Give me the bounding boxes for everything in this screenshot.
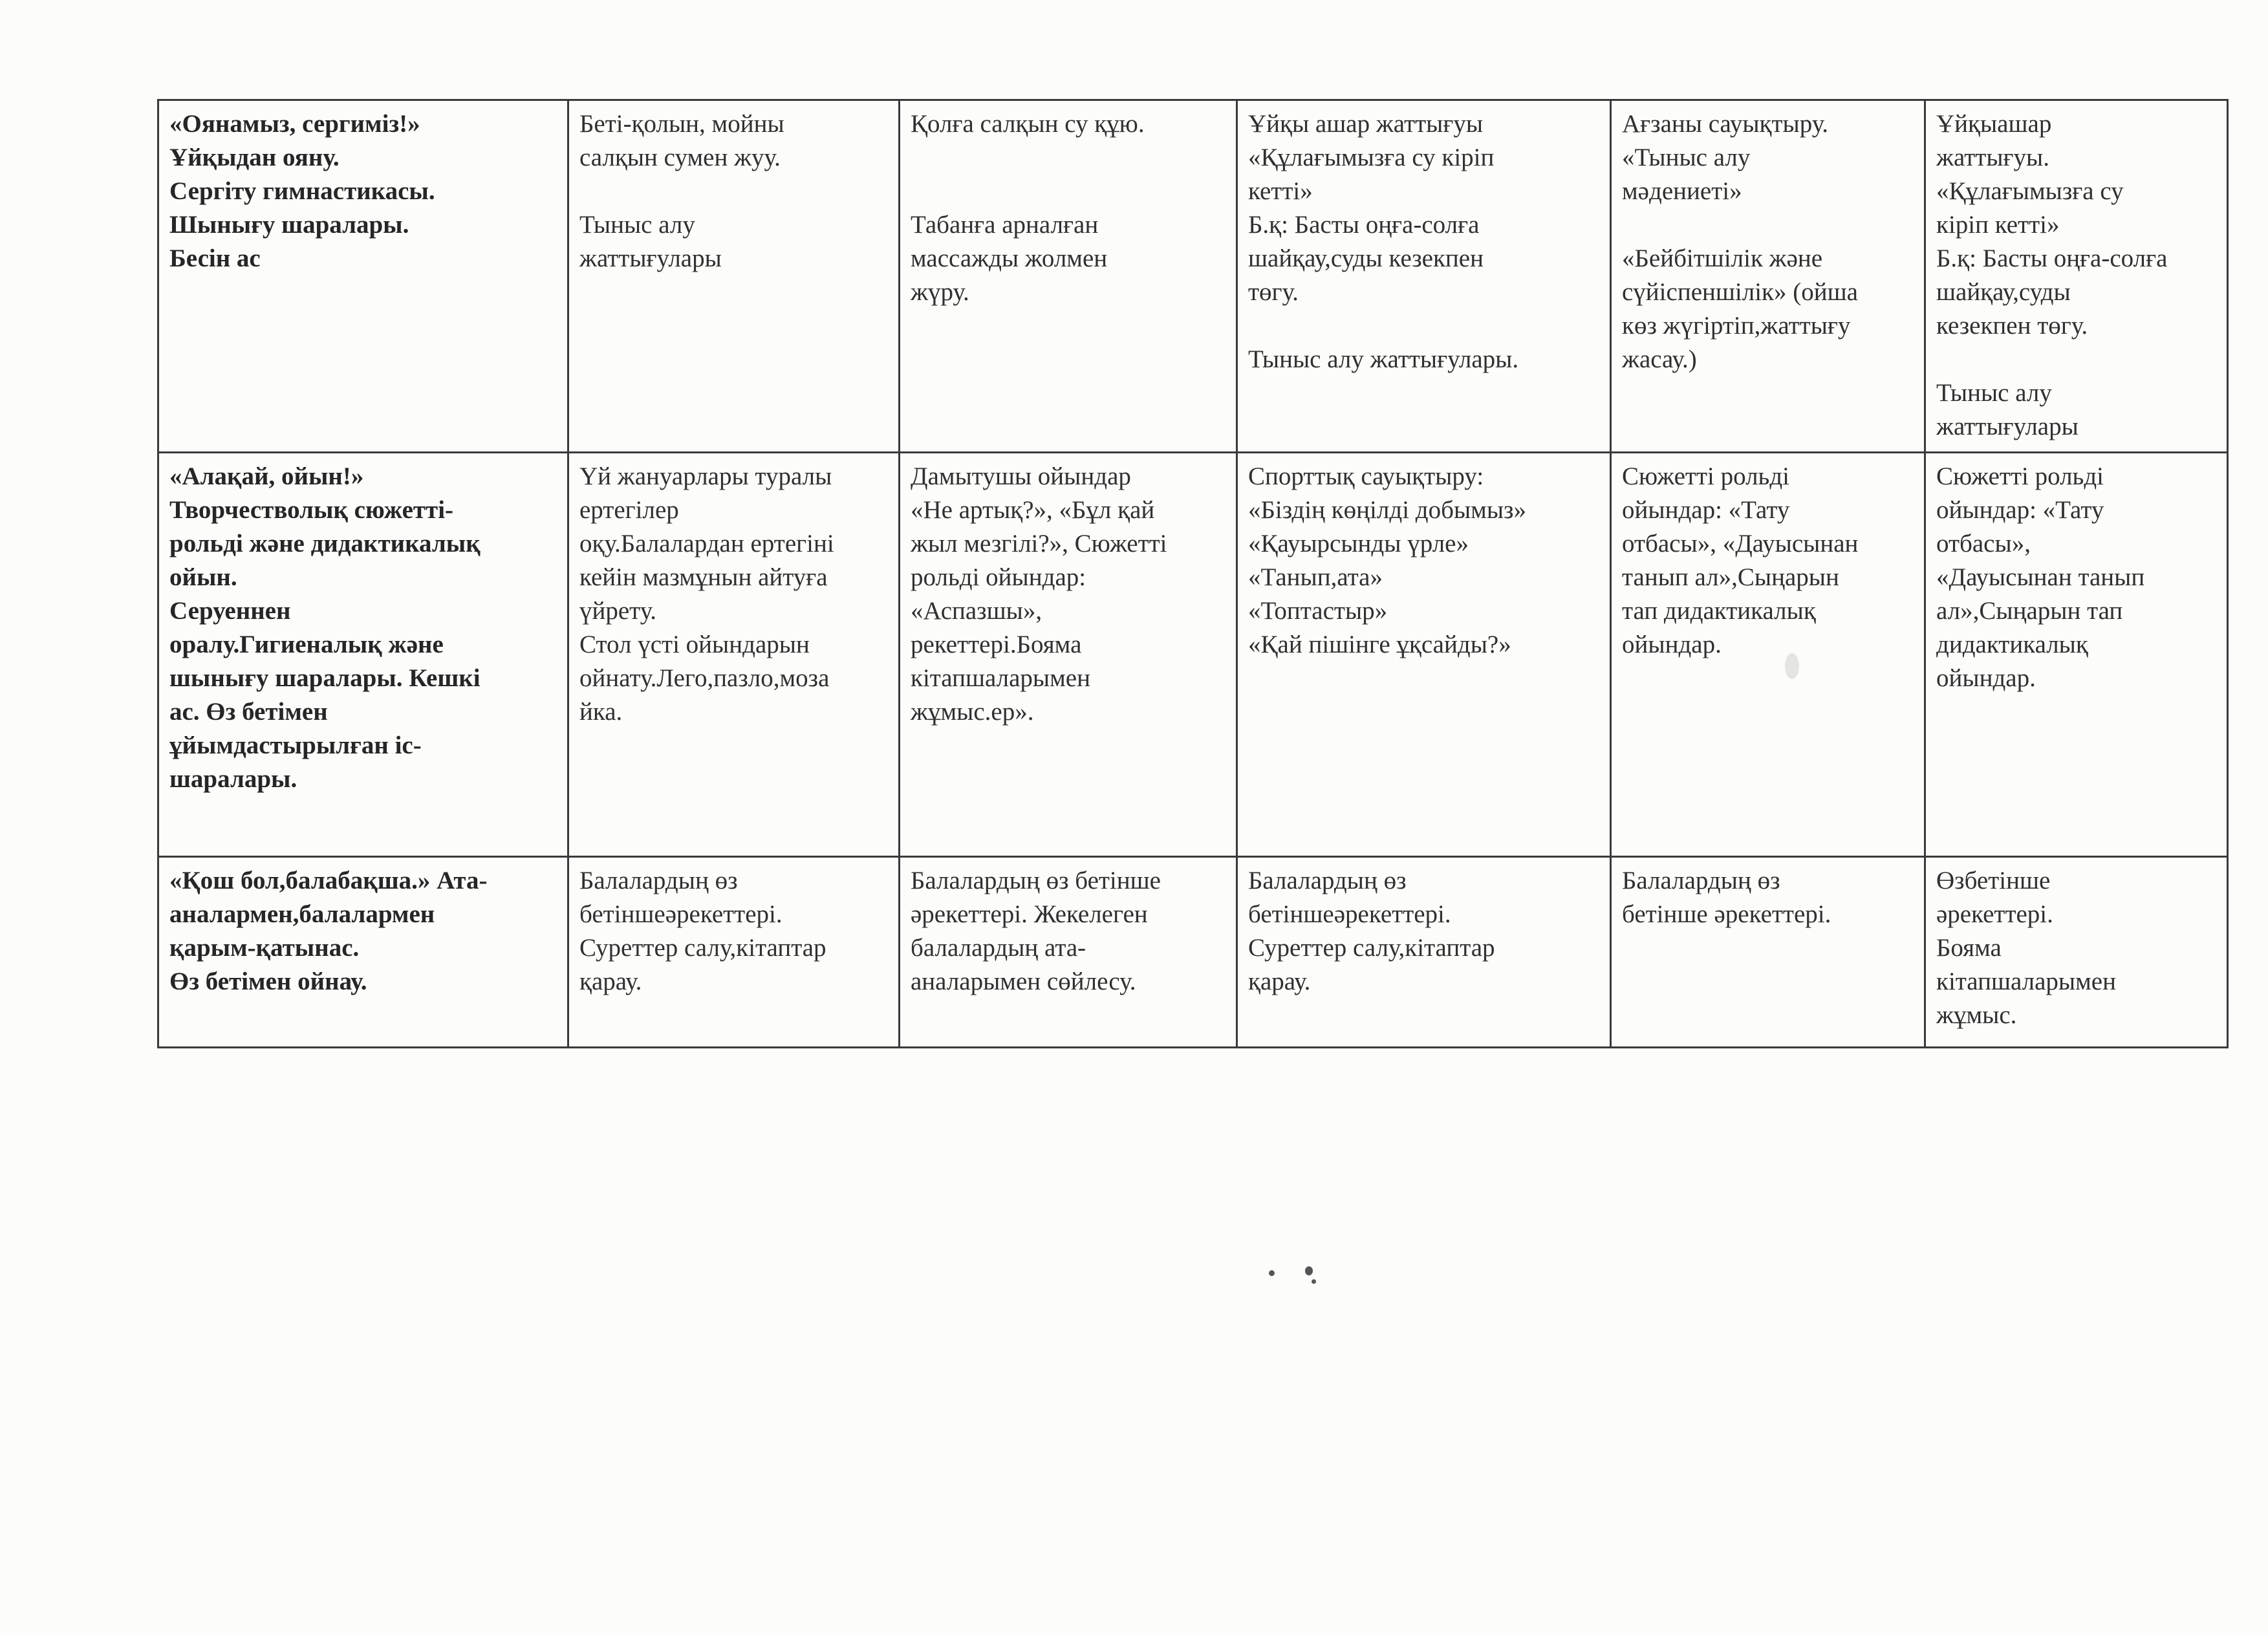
- cell-line: шаралары.: [169, 765, 297, 793]
- table-cell: [1925, 857, 2228, 1048]
- cell-line: Табанға арналған: [911, 211, 1099, 239]
- table-cell: [1237, 857, 1611, 1048]
- cell-line: Сюжетті рольді: [1622, 462, 1790, 490]
- cell-line: бетінше әрекеттері.: [1622, 900, 1831, 928]
- cell-line: рольді ойындар:: [911, 563, 1086, 591]
- cell-line: Тыныс алу жаттығулары.: [1248, 345, 1519, 373]
- cell-line: «Оянамыз, сергиміз!»: [169, 110, 420, 138]
- scan-smudge: [1785, 653, 1799, 679]
- table-cell: [568, 857, 900, 1048]
- cell-line: шайқау,суды: [1936, 278, 2071, 306]
- table-cell: [900, 453, 1237, 857]
- cell-line: Творчестволық сюжетті-: [169, 496, 454, 524]
- cell-line: Балалардың өз: [1248, 867, 1407, 894]
- cell-line: ал»,Сыңарын тап: [1936, 597, 2123, 625]
- activity-heading-cell: [158, 100, 568, 453]
- cell-line: [911, 141, 1226, 175]
- cell-line: кіріп кетті»: [1936, 211, 2060, 239]
- scan-speck: [1269, 1270, 1275, 1276]
- table-cell: [1237, 453, 1611, 857]
- cell-line: кейін мазмұнын айтуға: [579, 563, 828, 591]
- cell-line: Сергіту гимнастикасы.: [169, 177, 435, 205]
- cell-line: ойнату.Лего,пазло,моза: [579, 664, 830, 692]
- cell-line: бетіншеәрекеттері.: [579, 900, 783, 928]
- cell-line: жаттығуы.: [1936, 144, 2049, 171]
- cell-line: ойындар.: [1622, 631, 1722, 658]
- activity-heading-cell: [158, 453, 568, 857]
- cell-line: әрекеттері. Жекелеген: [911, 900, 1148, 928]
- cell-line: Стол үсті ойындарын: [579, 631, 810, 658]
- cell-line: «Не артық?», «Бұл қай: [911, 496, 1155, 524]
- cell-line: ойындар: «Тату: [1936, 496, 2104, 524]
- cell-line: аналарымен сөйлесу.: [911, 968, 1136, 995]
- cell-line: Дамытушы ойындар: [911, 462, 1131, 490]
- cell-line: ойындар: «Тату: [1622, 496, 1790, 524]
- table-row: [158, 453, 2228, 857]
- cell-line: Беті-қолын, мойны: [579, 110, 784, 138]
- cell-line: «Алақай, ойын!»: [169, 462, 364, 490]
- cell-line: йка.: [579, 698, 623, 726]
- cell-line: ойын.: [169, 563, 237, 591]
- cell-line: Бояма: [1936, 934, 2002, 962]
- cell-line: «Құлағымызға су кіріп: [1248, 144, 1495, 171]
- cell-line: Суреттер салу,кітаптар: [579, 934, 826, 962]
- table-cell: [568, 453, 900, 857]
- cell-line: жұмыс.: [1936, 1001, 2017, 1029]
- table-cell: [1611, 857, 1925, 1048]
- cell-line: «Қауырсынды үрле»: [1248, 530, 1469, 558]
- cell-line: мәдениеті»: [1622, 177, 1742, 205]
- cell-line: «Қай пішінге ұқсайды?»: [1248, 631, 1511, 658]
- cell-line: шынығу шаралары. Кешкі: [169, 664, 481, 692]
- cell-line: ойындар.: [1936, 664, 2036, 692]
- cell-line: сүйіспеншілік» (ойша: [1622, 278, 1858, 306]
- cell-line: жұмыс.ер».: [911, 698, 1034, 726]
- cell-line: Үй жануарлары туралы: [579, 462, 832, 490]
- cell-line: қарау.: [579, 968, 642, 995]
- scan-speck: [1305, 1266, 1313, 1275]
- cell-line: көз жүгіртіп,жаттығу: [1622, 312, 1851, 340]
- cell-line: кезекпен төгу.: [1936, 312, 2088, 340]
- cell-line: [911, 175, 1226, 208]
- cell-line: аналармен,балалармен: [169, 900, 435, 928]
- table-cell: [900, 857, 1237, 1048]
- cell-line: Балалардың өз: [579, 867, 738, 894]
- cell-line: төгу.: [1248, 278, 1299, 306]
- cell-line: әрекеттері.: [1936, 900, 2053, 928]
- cell-line: Спорттық сауықтыру:: [1248, 462, 1484, 490]
- table-cell: [1611, 453, 1925, 857]
- cell-line: үйрету.: [579, 597, 657, 625]
- cell-line: Қолға салқын су құю.: [911, 110, 1145, 138]
- cell-line: Тыныс алу: [579, 211, 695, 239]
- cell-line: ұйымдастырылған іс-: [169, 731, 422, 759]
- cell-line: «Дауысынан танып: [1936, 563, 2145, 591]
- cell-line: Балалардың өз бетінше: [911, 867, 1161, 894]
- cell-line: Б.қ: Басты оңға-солға: [1936, 244, 2168, 272]
- cell-line: Ағзаны сауықтыру.: [1622, 110, 1829, 138]
- cell-line: Суреттер салу,кітаптар: [1248, 934, 1495, 962]
- cell-line: қарау.: [1248, 968, 1311, 995]
- cell-line: кітапшаларымен: [911, 664, 1090, 692]
- cell-line: дидактикалық: [1936, 631, 2088, 658]
- cell-line: рекеттері.Бояма: [911, 631, 1082, 658]
- cell-line: Бесін ас: [169, 244, 261, 272]
- cell-line: [1936, 343, 2216, 376]
- cell-line: Ұйқыдан ояну.: [169, 144, 340, 171]
- cell-line: ертегілер: [579, 496, 679, 524]
- cell-line: салқын сумен жуу.: [579, 144, 781, 171]
- cell-line: «Құлағымызға су: [1936, 177, 2124, 205]
- cell-line: қарым-қатынас.: [169, 934, 360, 962]
- cell-line: Б.қ: Басты оңға-солға: [1248, 211, 1480, 239]
- cell-line: кетті»: [1248, 177, 1313, 205]
- cell-line: Тыныс алу: [1936, 379, 2052, 407]
- cell-line: ас. Өз бетімен: [169, 698, 328, 726]
- cell-line: [579, 175, 888, 208]
- cell-line: «Қош бол,балабақша.» Ата-: [169, 867, 488, 894]
- cell-line: «Біздің көңілді добымыз»: [1248, 496, 1526, 524]
- scan-speck: [1312, 1279, 1316, 1284]
- table-cell: [1611, 100, 1925, 453]
- cell-line: Ұйқы ашар жаттығуы: [1248, 110, 1484, 138]
- cell-line: Сюжетті рольді: [1936, 462, 2104, 490]
- table-cell: [568, 100, 900, 453]
- cell-line: Өз бетімен ойнау.: [169, 968, 367, 995]
- cell-line: «Бейбітшілік және: [1622, 244, 1823, 272]
- cell-line: «Тыныс алу: [1622, 144, 1751, 171]
- activity-heading-cell: [158, 857, 568, 1048]
- table-cell: [1925, 453, 2228, 857]
- cell-line: «Топтастыр»: [1248, 597, 1388, 625]
- cell-line: жаттығулары: [579, 244, 722, 272]
- daily-schedule-table: [157, 99, 2229, 1048]
- cell-line: Ұйқыашар: [1936, 110, 2052, 138]
- cell-line: массажды жолмен: [911, 244, 1108, 272]
- cell-line: Балалардың өз: [1622, 867, 1780, 894]
- cell-line: шайқау,суды кезекпен: [1248, 244, 1484, 272]
- cell-line: жыл мезгілі?», Сюжетті: [911, 530, 1167, 558]
- table-row: [158, 857, 2228, 1048]
- cell-line: балалардың ата-: [911, 934, 1086, 962]
- cell-line: кітапшаларымен: [1936, 968, 2116, 995]
- cell-line: отбасы»,: [1936, 530, 2031, 558]
- cell-line: тап дидактикалық: [1622, 597, 1816, 625]
- cell-line: жасау.): [1622, 345, 1697, 373]
- table-cell: [1237, 100, 1611, 453]
- cell-line: Серуеннен: [169, 597, 291, 625]
- table-cell: [1925, 100, 2228, 453]
- table-cell: [900, 100, 1237, 453]
- cell-line: «Танып,ата»: [1248, 563, 1383, 591]
- cell-line: [1248, 309, 1599, 343]
- cell-line: оралу.Гигиеналық және: [169, 631, 444, 658]
- cell-line: танып ал»,Сыңарын: [1622, 563, 1839, 591]
- cell-line: жаттығулары: [1936, 413, 2079, 440]
- cell-line: отбасы», «Дауысынан: [1622, 530, 1859, 558]
- cell-line: «Аспазшы»,: [911, 597, 1042, 625]
- cell-line: Шынығу шаралары.: [169, 211, 409, 239]
- table-row: [158, 100, 2228, 453]
- cell-line: оқу.Балалардан ертегіні: [579, 530, 834, 558]
- cell-line: рольді және дидактикалық: [169, 530, 481, 558]
- cell-line: жүру.: [911, 278, 969, 306]
- cell-line: [1622, 208, 1914, 242]
- cell-line: бетіншеәрекеттері.: [1248, 900, 1451, 928]
- cell-line: Өзбетінше: [1936, 867, 2051, 894]
